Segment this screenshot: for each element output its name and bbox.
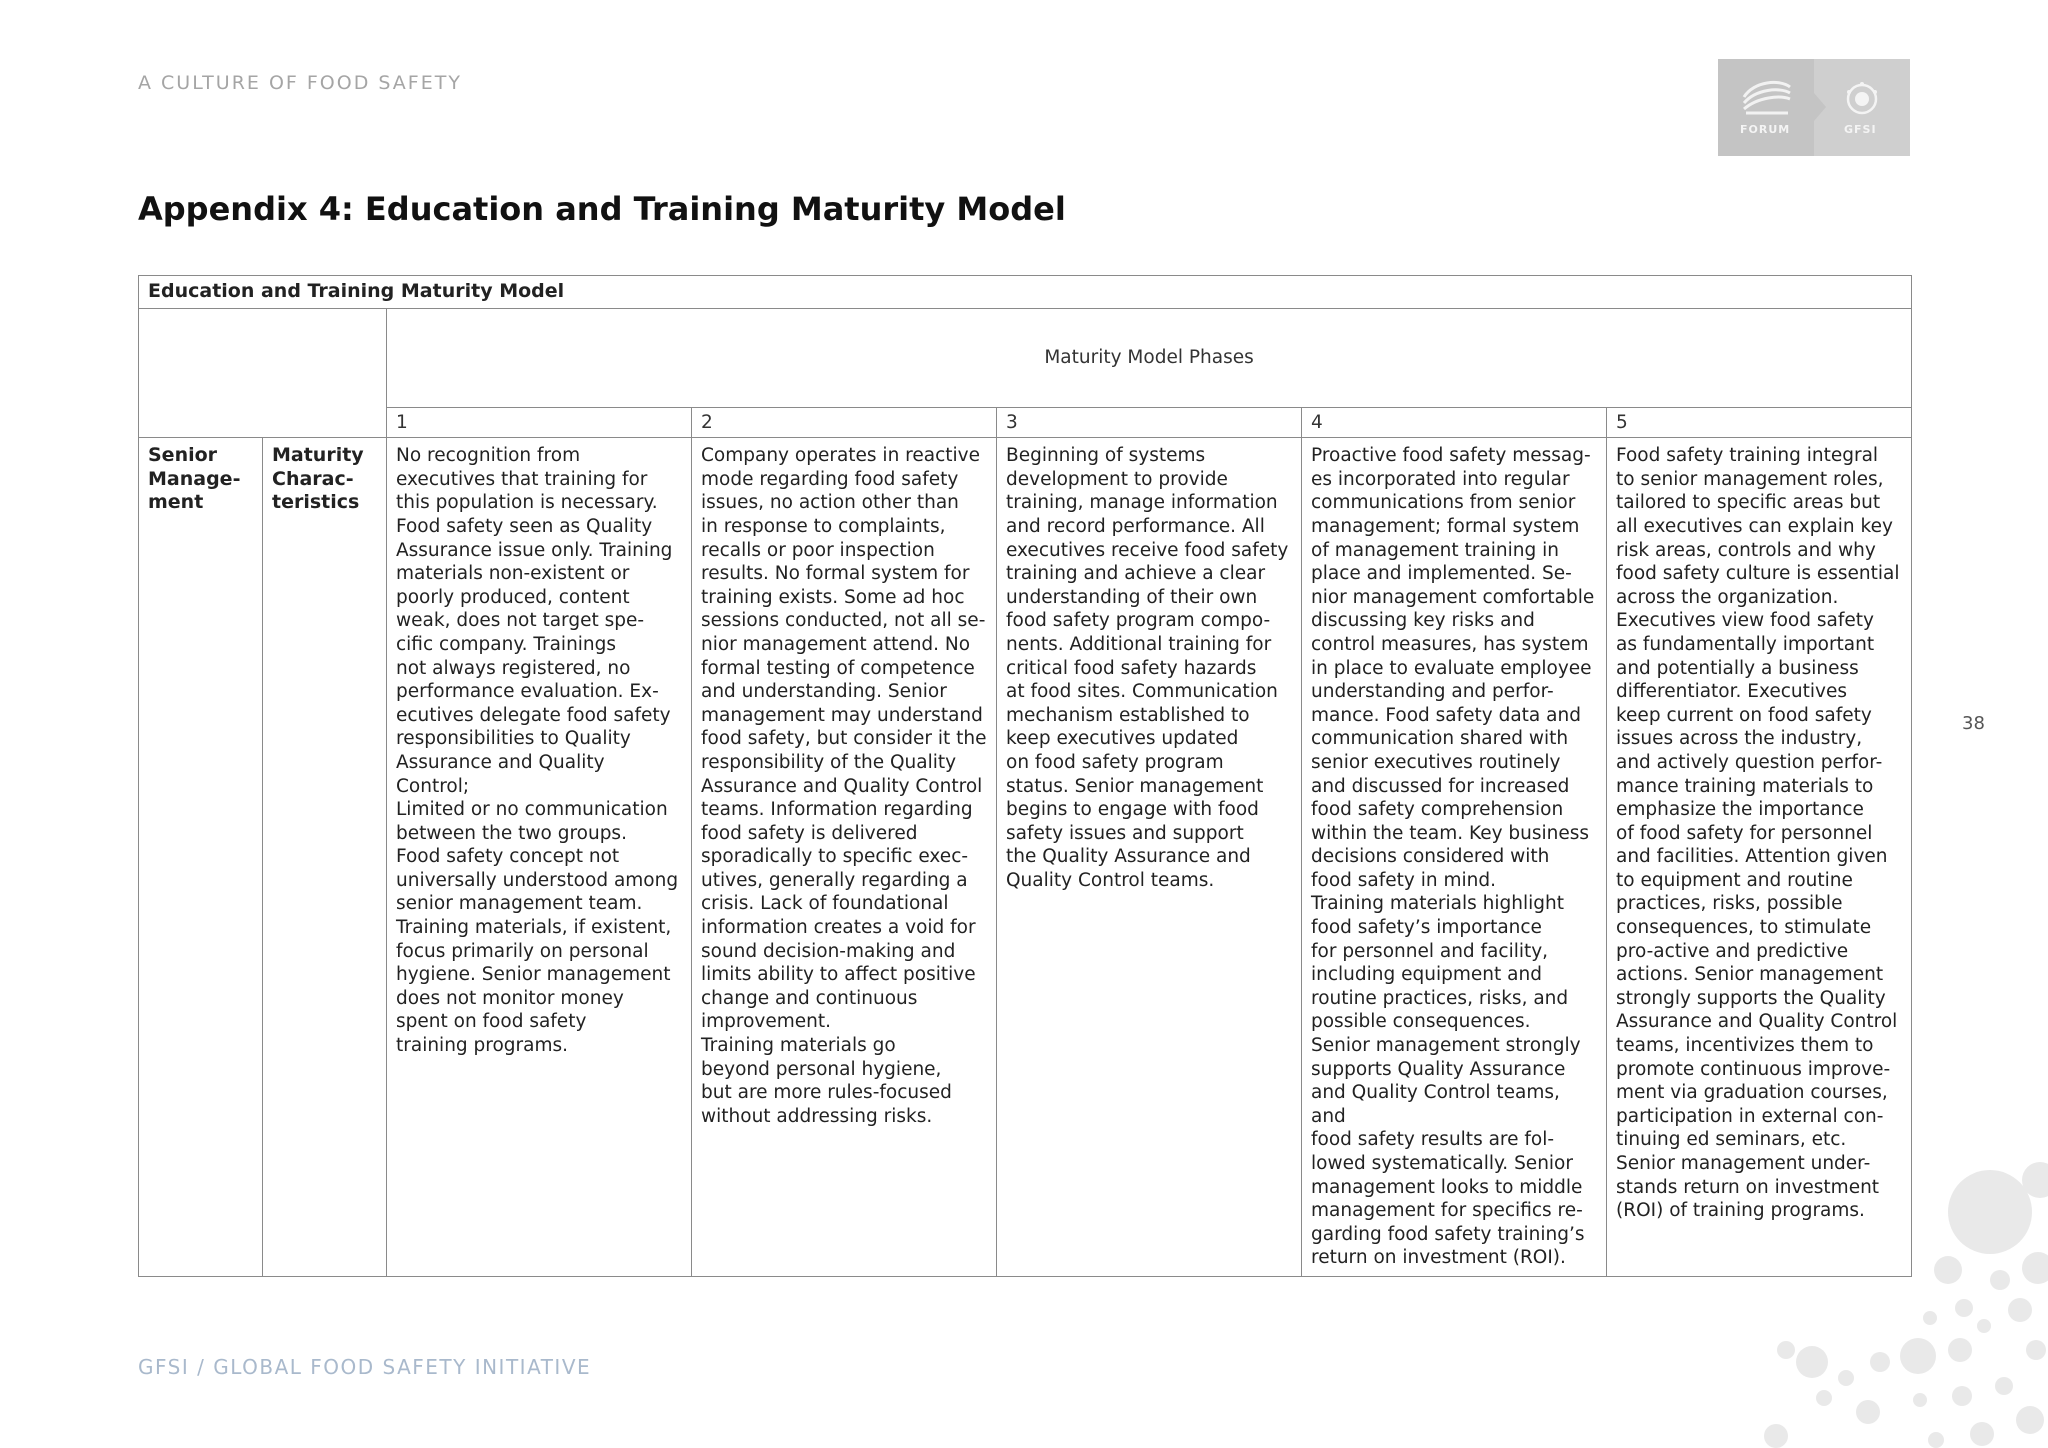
table-row bbox=[139, 438, 1912, 1277]
consumer-goods-forum-logo bbox=[1718, 59, 1814, 156]
decorative-dots-pattern bbox=[1700, 1150, 2048, 1448]
phase-number-2: 2 bbox=[692, 407, 997, 438]
phase-5-description: Food safety training integral to senior management roles, tailored to specific areas but all executives can explain key risk areas, controls and why food safety culture is essential across the organization. Executives view food safety as fundamentally important and potentially a business differentiator. Executives keep current on food safety issues across the industry, and actively question perfor- mance training materials to emphasize the importance of food safety for personnel and facilities. Attention given to equipment and routine practices, risks, possible consequences, to stimulate pro-active and predictive actions. Senior management strongly supports the Quality Assurance and Quality Control teams, incentivizes them to promote continuous improve- ment via graduation courses, participation in external con- tinuing ed seminars, etc. Senior management under- stands return on investment (ROI) of training programs. bbox=[1607, 438, 1912, 1277]
gfsi-emblem-icon bbox=[1844, 81, 1880, 117]
phases-heading-row bbox=[139, 308, 1912, 407]
maturity-model-table bbox=[138, 275, 1912, 1277]
phase-number-1: 1 bbox=[387, 407, 692, 438]
table-title-row bbox=[139, 276, 1912, 309]
phase-2-description: Company operates in reactive mode regarding food safety issues, no action other than in response to complaints, recalls or poor inspection results. No formal system for training exists. Some ad hoc sessions conducted, not all se- nior management attend. No formal testing of competence and understanding. Senior management may understand food safety, but consider it the responsibility of the Quality Assurance and Quality Control teams. Information regarding food safety is delivered sporadically to specific exec- utives, generally regarding a crisis. Lack of foundational information creates a void for sound decision-making and limits ability to affect positive change and continuous improvement. Training materials go beyond personal hygiene, but are more rules-focused without addressing risks. bbox=[692, 438, 997, 1277]
logo-forum-word: FORUM bbox=[1740, 123, 1791, 136]
page-number: 38 bbox=[1962, 713, 1985, 734]
page-title: Appendix 4: Education and Training Maturity Model bbox=[138, 190, 1066, 228]
forum-swoosh-icon bbox=[1740, 77, 1794, 117]
phases-heading: Maturity Model Phases bbox=[387, 308, 1912, 407]
table-title: Education and Training Maturity Model bbox=[139, 276, 1912, 309]
footer-text: GFSI / GLOBAL FOOD SAFETY INITIATIVE bbox=[138, 1355, 592, 1379]
logo-arrow-shape bbox=[1814, 93, 1826, 121]
row-label-maturity-characteristics: Maturity Charac- teristics bbox=[263, 438, 387, 1277]
phase-3-description: Beginning of systems development to provide training, manage information and record performance. All executives receive food safety training and achieve a clear understanding of their own food safety program compo- nents. Additional training for critical food safety hazards at food sites. Communication mechanism established to keep executives updated on food safety program status. Senior management begins to engage with food safety issues and support the Quality Assurance and Quality Control teams. bbox=[997, 438, 1302, 1277]
running-head: A CULTURE OF FOOD SAFETY bbox=[138, 72, 462, 94]
phase-number-3: 3 bbox=[997, 407, 1302, 438]
phase-numbers-row bbox=[139, 407, 1912, 438]
logo-gfsi-word: GFSI bbox=[1844, 123, 1877, 136]
gfsi-logo bbox=[1718, 59, 1910, 156]
phase-number-4: 4 bbox=[1302, 407, 1607, 438]
phase-1-description: No recognition from executives that training for this population is necessary. Food safety seen as Quality Assurance issue only. Training materials non-existent or poorly produced, content weak, does not target spe- cific company. Trainings not always registered, no performance evaluation. Ex- ecutives delegate food safety responsibilities to Quality Assurance and Quality Control; Limited or no communication between the two groups. Food safety concept not universally understood among senior management team. Training materials, if existent, focus primarily on personal hygiene. Senior management does not monitor money spent on food safety training programs. bbox=[387, 438, 692, 1277]
row-group-senior-management: Senior Manage- ment bbox=[139, 438, 263, 1277]
phase-4-description: Proactive food safety messag- es incorporated into regular communications from senior management; formal system of management training in place and implemented. Se- nior management comfortable discussing key risks and control measures, has system in place to evaluate employee understanding and perfor- mance. Food safety data and communication shared with senior executives routinely and discussed for increased food safety comprehension within the team. Key business decisions considered with food safety in mind. Training materials highlight food safety’s importance for personnel and facility, including equipment and routine practices, risks, and possible consequences. Senior management strongly supports Quality Assurance and Quality Control teams, and food safety results are fol- lowed systematically. Senior management looks to middle management for specifics re- garding food safety training’s return on investment (ROI). bbox=[1302, 438, 1607, 1277]
empty-corner-cell bbox=[139, 308, 387, 438]
phase-number-5: 5 bbox=[1607, 407, 1912, 438]
